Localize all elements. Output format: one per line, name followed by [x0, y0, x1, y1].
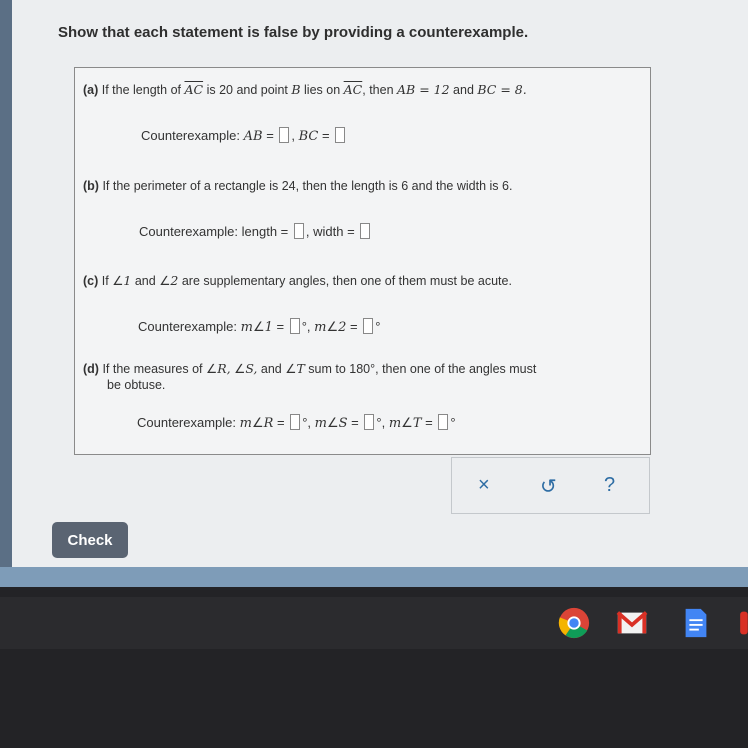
help-icon[interactable]: ? — [604, 474, 616, 496]
angle-icon: ∠ — [234, 361, 246, 376]
angle-s-input[interactable] — [364, 414, 374, 430]
width-input[interactable] — [360, 223, 370, 239]
length-input[interactable] — [294, 223, 304, 239]
chrome-icon[interactable] — [556, 606, 592, 640]
question-box — [74, 67, 651, 455]
counterexample-b: Counterexample: length = , width = — [139, 223, 372, 239]
angle-icon: ∠ — [206, 361, 218, 376]
counterexample-d: Counterexample: m∠R = °, m∠S = °, m∠T = ° — [137, 415, 456, 431]
angle1-input[interactable] — [290, 318, 300, 334]
angle-t-input[interactable] — [438, 414, 448, 430]
angle-r-input[interactable] — [290, 414, 300, 430]
angle-icon: ∠ — [285, 361, 297, 376]
angle2-input[interactable] — [363, 318, 373, 334]
gmail-icon[interactable] — [614, 606, 650, 640]
question-b: (b) If the perimeter of a rectangle is 24, then the length is 6 and the width is 6. — [83, 179, 513, 193]
angle-icon: ∠ — [401, 416, 413, 431]
bc-input[interactable] — [335, 127, 345, 143]
clear-icon[interactable]: × — [478, 474, 490, 496]
docs-icon[interactable] — [678, 606, 714, 640]
page-title: Show that each statement is false by providing a counterexample. — [58, 24, 529, 41]
angle-icon: ∠ — [112, 273, 124, 288]
app-icon[interactable] — [738, 606, 748, 640]
check-button[interactable]: Check — [52, 522, 128, 558]
left-edge — [0, 0, 12, 567]
angle-icon: ∠ — [327, 416, 339, 431]
angle-icon: ∠ — [326, 320, 339, 335]
window-bottom-bar — [0, 567, 748, 587]
counterexample-a: Counterexample: AB = , BC = — [141, 127, 347, 144]
angle-icon: ∠ — [251, 416, 264, 431]
question-c: (c) If ∠1 and ∠2 are supplementary angles, then one of them must be acute. — [83, 273, 512, 288]
answer-toolbar — [451, 457, 650, 514]
angle-icon: ∠ — [159, 273, 171, 288]
undo-icon[interactable]: ↺ — [540, 476, 557, 498]
question-d: (d) If the measures of ∠R, ∠S, and ∠T sum to 180°, then one of the angles must be obtuse. — [83, 361, 537, 392]
counterexample-c: Counterexample: m∠1 = °, m∠2 = ° — [138, 319, 381, 335]
question-a: (a) If the length of $\overline{AC}$ is 20 and point B lies on $\overline{AC}$, then AB = 12 and BC = 8. — [83, 82, 527, 97]
ab-input[interactable] — [279, 127, 289, 143]
angle-icon: ∠ — [252, 320, 265, 335]
